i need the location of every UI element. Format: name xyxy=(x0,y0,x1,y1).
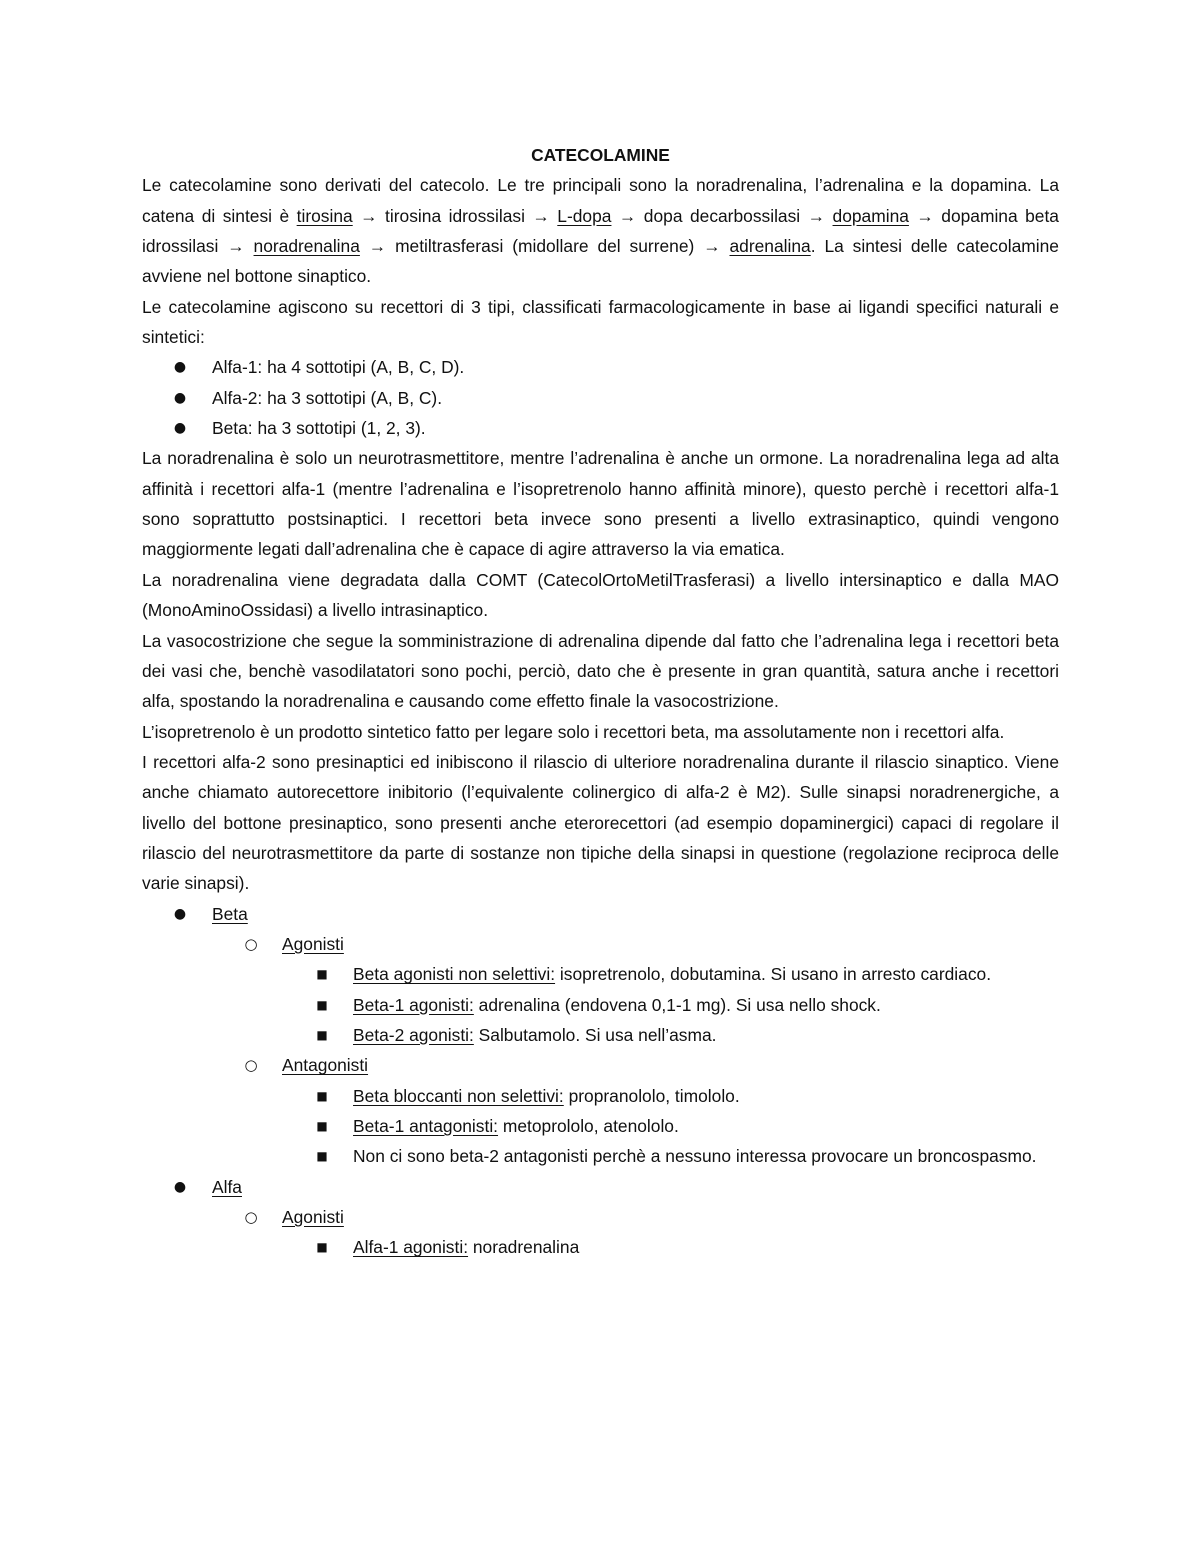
list-item-text: Alfa-2: ha 3 sottotipi (A, B, C). xyxy=(212,387,443,408)
receptors-intro-paragraph: Le catecolamine agiscono su recettori di 3 tipi, classificati farmacologicamente in base ai ligandi specifici naturali e sintetici: xyxy=(142,296,1059,348)
list-item xyxy=(142,1111,1059,1141)
circle-bullet-icon: ○ xyxy=(244,1208,258,1227)
outline-label: Alfa xyxy=(212,1176,242,1197)
circle-bullet-icon: ○ xyxy=(244,934,258,953)
paragraph-noradrenalina: La noradrenalina è solo un neurotrasmettitore, mentre l’adrenalina è anche un ormone. La noradrenalina lega ad alta affinità i recettori alfa-1 (mentre l’adrenalina e l’isopretrenolo hanno affinità minore), questo perchè i recettori alfa-1 sono soprattutto postsinaptici. I recettori beta invece sono presenti a livello extrasinaptico, quindi vengono maggiormente legati dall’adrenalina che è capace di agire attraverso la via ematica. xyxy=(142,448,1059,560)
list-item xyxy=(142,1020,1059,1050)
outline-label: Antagonisti xyxy=(282,1055,369,1076)
bullet-icon: ● xyxy=(173,1178,187,1195)
outline-label: Agonisti xyxy=(282,933,344,954)
intro-text: . La sintesi delle catecolamine avviene nel bottone sinaptico. xyxy=(142,236,1059,287)
list-item xyxy=(142,413,1059,443)
bullet-icon: ● xyxy=(173,905,187,922)
drug-class-label: Beta agonisti non selettivi: xyxy=(353,964,556,985)
drug-list-text: noradrenalina xyxy=(468,1237,580,1258)
synthesis-step-l-dopa: L-dopa xyxy=(557,205,612,226)
receptor-type-list xyxy=(142,352,1059,443)
list-item-text: Alfa-1: ha 4 sottotipi (A, B, C, D). xyxy=(212,357,465,378)
square-bullet-icon: ■ xyxy=(316,1027,328,1042)
synthesis-step-noradrenalina: noradrenalina xyxy=(253,236,360,257)
drug-list-text: Non ci sono beta-2 antagonisti perchè a nessuno interessa provocare un broncospasmo. xyxy=(353,1146,1037,1167)
bullet-icon: ● xyxy=(173,389,187,406)
list-item xyxy=(142,1141,1059,1171)
synthesis-step-dopamina: dopamina xyxy=(832,205,909,226)
paragraph-vasoconstriction: La vasocostrizione che segue la somministrazione di adrenalina dipende dal fatto che l’adrenalina lega i recettori beta dei vasi che, benchè vasodilatatori sono pochi, perciò, dato che è presente in gran quantità, satura anche i recettori alfa, spostando la noradrenalina e causando come effetto finale la vasocostrizione. xyxy=(142,630,1059,712)
bullet-icon: ● xyxy=(173,359,187,376)
list-item xyxy=(142,383,1059,413)
drug-class-label: Beta bloccanti non selettivi: xyxy=(353,1085,564,1106)
page-title: CATECOLAMINE xyxy=(531,145,670,165)
square-bullet-icon: ■ xyxy=(316,997,328,1012)
document-body xyxy=(142,140,1059,1263)
list-item xyxy=(142,1232,1059,1262)
drug-class-label: Alfa-1 agonisti: xyxy=(353,1237,469,1258)
list-item xyxy=(142,1081,1059,1111)
drug-list-text: propranololo, timololo. xyxy=(563,1085,740,1106)
outline-item-alfa-agonisti xyxy=(142,1202,1059,1232)
intro-text: → tirosina idrossilasi → xyxy=(352,205,558,226)
paragraph-alfa2: I recettori alfa-2 sono presinaptici ed inibiscono il rilascio di ulteriore noradrenalina durante il rilascio sinaptico. Viene anche chiamato autorecettore inibitorio (l’equivalente colinergico di alfa-2 è M2). Sulle sinapsi noradrenergiche, a livello del bottone presinaptico, sono presenti anche eterorecettori (ad esempio dopaminergici) capaci di regolare il rilascio del neurotrasmettitore da parte di sostanze non tipiche della sinapsi in questione (regolazione reciproca delle varie sinapsi). xyxy=(142,751,1059,894)
square-bullet-icon: ■ xyxy=(316,1149,328,1164)
square-bullet-icon: ■ xyxy=(316,1088,328,1103)
square-bullet-icon: ■ xyxy=(316,1240,328,1255)
square-bullet-icon: ■ xyxy=(316,967,328,982)
outline-item-beta-agonisti xyxy=(142,929,1059,959)
bullet-icon: ● xyxy=(173,420,187,437)
intro-text: → dopamina beta idrossilasi → xyxy=(142,205,1059,257)
drug-class-label: Beta-1 antagonisti: xyxy=(353,1116,499,1136)
synthesis-step-tirosina: tirosina xyxy=(296,205,353,226)
square-bullet-icon: ■ xyxy=(316,1119,328,1133)
intro-text: → metiltrasferasi (midollare del surrene) → xyxy=(359,236,730,257)
drug-list-text: metoprololo, atenololo. xyxy=(498,1116,679,1136)
drug-list-text: isopretrenolo, dobutamina. Si usano in arresto cardiaco. xyxy=(555,964,992,985)
drug-outline xyxy=(142,899,1059,1263)
intro-text: → dopa decarbossilasi → xyxy=(611,205,833,226)
synthesis-step-adrenalina: adrenalina xyxy=(729,236,811,257)
circle-bullet-icon: ○ xyxy=(244,1056,258,1075)
list-item xyxy=(142,990,1059,1020)
list-item xyxy=(142,352,1059,382)
intro-paragraph xyxy=(142,170,1059,291)
paragraph-isopretrenolo: L’isopretrenolo è un prodotto sintetico fatto per legare solo i recettori beta, ma assolutamente non i recettori alfa. xyxy=(142,721,1005,742)
outline-item-alfa xyxy=(142,1172,1059,1202)
intro-text: Le catecolamine sono derivati del catecolo. Le tre principali sono la noradrenalina, l’adrenalina e la dopamina. La catena di sintesi è xyxy=(142,175,1059,226)
drug-class-label: Beta-2 agonisti: xyxy=(353,1024,474,1045)
list-item xyxy=(142,959,1059,989)
outline-item-beta xyxy=(142,899,1059,929)
paragraph-degradation: La noradrenalina viene degradata dalla COMT (CatecolOrtoMetilTrasferasi) a livello intersinaptico e dalla MAO (MonoAminoOssidasi) a livello intrasinaptico. xyxy=(142,569,1059,621)
drug-list-text: adrenalina (endovena 0,1-1 mg). Si usa nello shock. xyxy=(473,994,881,1015)
drug-list-text: Salbutamolo. Si usa nell’asma. xyxy=(473,1024,717,1045)
outline-label: Agonisti xyxy=(282,1207,344,1228)
list-item-text: Beta: ha 3 sottotipi (1, 2, 3). xyxy=(212,418,426,439)
drug-class-label: Beta-1 agonisti: xyxy=(353,994,474,1015)
outline-label: Beta xyxy=(212,903,248,924)
outline-item-beta-antagonisti xyxy=(142,1050,1059,1080)
